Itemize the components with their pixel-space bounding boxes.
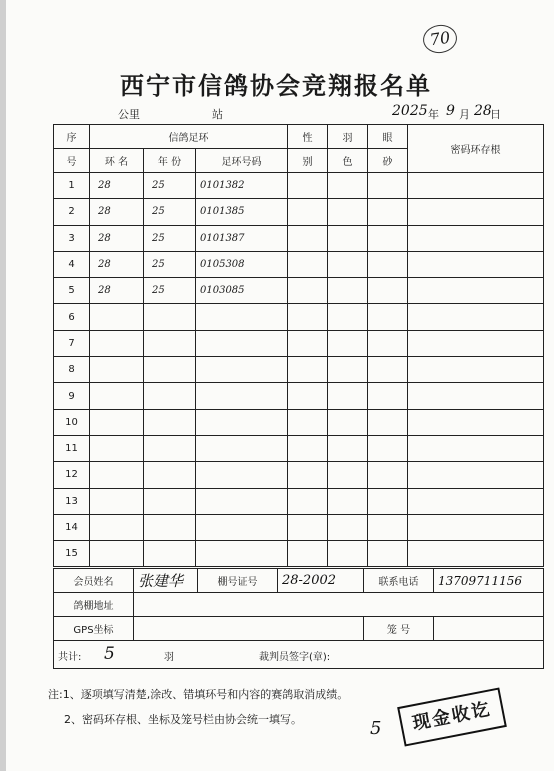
- eye-header-top: 眼: [368, 125, 408, 149]
- gps-value: [134, 617, 364, 641]
- circled-number: 70: [421, 23, 459, 55]
- year-header: 年 份: [144, 149, 196, 173]
- loft-cert-label: 棚号证号: [198, 569, 278, 593]
- year-cell: [144, 488, 196, 514]
- ring-no-cell: [196, 541, 288, 567]
- row-number: 11: [54, 435, 90, 461]
- member-info-table: [53, 568, 544, 669]
- feather-cell: [328, 357, 368, 383]
- feather-cell: [328, 435, 368, 461]
- row-number: 8: [54, 357, 90, 383]
- sex-cell: [288, 173, 328, 199]
- ring-name-cell: [90, 435, 144, 461]
- year-cell: 25: [144, 173, 196, 199]
- eye-cell: [368, 330, 408, 356]
- ring-no-cell: 0101382: [196, 173, 288, 199]
- ring-no-cell: [196, 330, 288, 356]
- form-title: 西宁市信鸽协会竞翔报名单: [120, 71, 432, 100]
- ring-no-cell: [196, 514, 288, 540]
- code-stub-cell: [408, 488, 544, 514]
- table-row: [54, 409, 544, 435]
- eye-cell: [368, 251, 408, 277]
- feather-cell: [328, 409, 368, 435]
- ring-name-cell: [90, 462, 144, 488]
- ring-name-cell: [90, 383, 144, 409]
- total-label: 共计:: [58, 652, 82, 663]
- row-number: 10: [54, 409, 90, 435]
- row-number: 15: [54, 541, 90, 567]
- code-stub-cell: [408, 225, 544, 251]
- table-row: [54, 488, 544, 514]
- ring-no-cell: [196, 435, 288, 461]
- row-number: 14: [54, 514, 90, 540]
- eye-cell: [368, 541, 408, 567]
- feather-cell: [328, 304, 368, 330]
- ring-name-cell: 28: [90, 251, 144, 277]
- code-stub-cell: [408, 514, 544, 540]
- table-row: [54, 514, 544, 540]
- ring-no-cell: [196, 383, 288, 409]
- year-cell: [144, 462, 196, 488]
- year-char: 年: [428, 108, 439, 121]
- feather-cell: [328, 383, 368, 409]
- row-number: 13: [54, 488, 90, 514]
- code-stub-cell: [408, 278, 544, 304]
- handwritten-number: 5: [370, 718, 382, 739]
- eye-cell: [368, 435, 408, 461]
- table-row: [54, 357, 544, 383]
- day-char: 日: [490, 108, 501, 121]
- note-2: 2、密码环存根、坐标及笼号栏由协会统一填写。: [64, 713, 302, 726]
- cash-received-stamp: 现金收讫: [397, 687, 507, 746]
- code-stub-cell: [408, 462, 544, 488]
- code-stub-cell: [408, 541, 544, 567]
- eye-cell: [368, 514, 408, 540]
- eye-cell: [368, 488, 408, 514]
- year-cell: [144, 383, 196, 409]
- ring-no-cell: [196, 462, 288, 488]
- eye-cell: [368, 278, 408, 304]
- feather-cell: [328, 278, 368, 304]
- ring-name-cell: [90, 409, 144, 435]
- table-row: [54, 330, 544, 356]
- code-stub-cell: [408, 199, 544, 225]
- eye-header-bottom: 砂: [368, 149, 408, 173]
- year-cell: [144, 409, 196, 435]
- eye-cell: [368, 225, 408, 251]
- eye-cell: [368, 304, 408, 330]
- feather-cell: [328, 173, 368, 199]
- ring-name-cell: [90, 488, 144, 514]
- ring-name-cell: [90, 541, 144, 567]
- ring-name-cell: [90, 357, 144, 383]
- row-number: 4: [54, 251, 90, 277]
- ring-name-cell: [90, 330, 144, 356]
- year-cell: 25: [144, 199, 196, 225]
- ring-group-header: 信鸽足环: [90, 125, 288, 149]
- feather-cell: [328, 488, 368, 514]
- sex-cell: [288, 278, 328, 304]
- year-cell: [144, 514, 196, 540]
- sex-cell: [288, 330, 328, 356]
- code-stub-cell: [408, 304, 544, 330]
- feather-cell: [328, 225, 368, 251]
- eye-cell: [368, 357, 408, 383]
- ring-name-cell: 28: [90, 199, 144, 225]
- code-stub-cell: [408, 409, 544, 435]
- cage-no-value: [434, 617, 544, 641]
- ring-no-cell: [196, 409, 288, 435]
- referee-label: 裁判员签字(章):: [259, 652, 331, 663]
- phone-value: 13709711156: [434, 569, 544, 593]
- code-stub-cell: [408, 330, 544, 356]
- sex-cell: [288, 541, 328, 567]
- sex-cell: [288, 357, 328, 383]
- feather-cell: [328, 330, 368, 356]
- gps-label: GPS坐标: [54, 617, 134, 641]
- ring-name-cell: 28: [90, 225, 144, 251]
- year-cell: [144, 304, 196, 330]
- cage-no-label: 笼 号: [364, 617, 434, 641]
- ring-name-cell: 28: [90, 278, 144, 304]
- member-row: [54, 569, 544, 593]
- sex-header-bottom: 别: [288, 149, 328, 173]
- ring-name-header: 环 名: [90, 149, 144, 173]
- date-month: 9: [446, 103, 455, 119]
- table-header-row-1: [54, 125, 544, 149]
- ring-no-cell: 0103085: [196, 278, 288, 304]
- code-stub-cell: [408, 173, 544, 199]
- ring-no-header: 足环号码: [196, 149, 288, 173]
- gps-row: [54, 617, 544, 641]
- total-row: [54, 641, 544, 669]
- sex-cell: [288, 251, 328, 277]
- row-number: 5: [54, 278, 90, 304]
- scan-edge: [0, 0, 6, 771]
- total-unit: 羽: [164, 652, 174, 663]
- sex-cell: [288, 225, 328, 251]
- ring-name-cell: [90, 514, 144, 540]
- row-number: 1: [54, 173, 90, 199]
- feather-header-bottom: 色: [328, 149, 368, 173]
- year-cell: [144, 357, 196, 383]
- table-row: [54, 199, 544, 225]
- ring-no-cell: [196, 304, 288, 330]
- loft-address-label: 鸽棚地址: [54, 593, 134, 617]
- sex-cell: [288, 462, 328, 488]
- seq-header-bottom: 号: [54, 149, 90, 173]
- code-stub-cell: [408, 383, 544, 409]
- sex-cell: [288, 435, 328, 461]
- year-cell: [144, 330, 196, 356]
- code-stub-cell: [408, 251, 544, 277]
- feather-cell: [328, 251, 368, 277]
- seq-header-top: 序: [54, 125, 90, 149]
- code-stub-cell: [408, 435, 544, 461]
- eye-cell: [368, 462, 408, 488]
- ring-no-cell: 0101385: [196, 199, 288, 225]
- table-row: [54, 304, 544, 330]
- member-name-label: 会员姓名: [54, 569, 134, 593]
- total-value: 5: [104, 644, 115, 664]
- sex-cell: [288, 488, 328, 514]
- feather-header-top: 羽: [328, 125, 368, 149]
- table-row: [54, 462, 544, 488]
- feather-cell: [328, 514, 368, 540]
- eye-cell: [368, 409, 408, 435]
- feather-cell: [328, 541, 368, 567]
- feather-cell: [328, 462, 368, 488]
- sex-cell: [288, 383, 328, 409]
- address-row: [54, 593, 544, 617]
- table-row: [54, 251, 544, 277]
- sex-cell: [288, 304, 328, 330]
- code-stub-header: 密码环存根: [408, 125, 544, 173]
- ring-no-cell: [196, 357, 288, 383]
- eye-cell: [368, 383, 408, 409]
- ring-name-cell: 28: [90, 173, 144, 199]
- station-label: 站: [212, 108, 223, 121]
- row-number: 2: [54, 199, 90, 225]
- ring-no-cell: [196, 488, 288, 514]
- note-1: 注:1、逐项填写清楚,涂改、错填环号和内容的赛鸽取消成绩。: [48, 688, 349, 701]
- ring-no-cell: 0105308: [196, 251, 288, 277]
- phone-label: 联系电话: [364, 569, 434, 593]
- date-year: 2025: [392, 103, 428, 119]
- date-day: 28: [474, 103, 492, 119]
- loft-cert-value: 28-2002: [278, 569, 364, 593]
- row-number: 3: [54, 225, 90, 251]
- eye-cell: [368, 199, 408, 225]
- table-row: [54, 173, 544, 199]
- row-number: 6: [54, 304, 90, 330]
- distance-label: 公里: [118, 108, 140, 121]
- table-row: [54, 225, 544, 251]
- year-cell: 25: [144, 278, 196, 304]
- code-stub-cell: [408, 357, 544, 383]
- ring-name-cell: [90, 304, 144, 330]
- table-row: [54, 541, 544, 567]
- sex-cell: [288, 199, 328, 225]
- feather-cell: [328, 199, 368, 225]
- eye-cell: [368, 173, 408, 199]
- loft-address-value: [134, 593, 544, 617]
- sex-cell: [288, 409, 328, 435]
- year-cell: [144, 541, 196, 567]
- sex-header-top: 性: [288, 125, 328, 149]
- entry-table: [53, 124, 544, 567]
- ring-no-cell: 0101387: [196, 225, 288, 251]
- table-row: [54, 383, 544, 409]
- total-cell: [54, 641, 544, 669]
- year-cell: 25: [144, 251, 196, 277]
- sex-cell: [288, 514, 328, 540]
- year-cell: 25: [144, 225, 196, 251]
- member-name-value: 张建华: [134, 569, 198, 593]
- year-cell: [144, 435, 196, 461]
- row-number: 7: [54, 330, 90, 356]
- table-row: [54, 435, 544, 461]
- month-char: 月: [459, 108, 470, 121]
- table-row: [54, 278, 544, 304]
- row-number: 12: [54, 462, 90, 488]
- row-number: 9: [54, 383, 90, 409]
